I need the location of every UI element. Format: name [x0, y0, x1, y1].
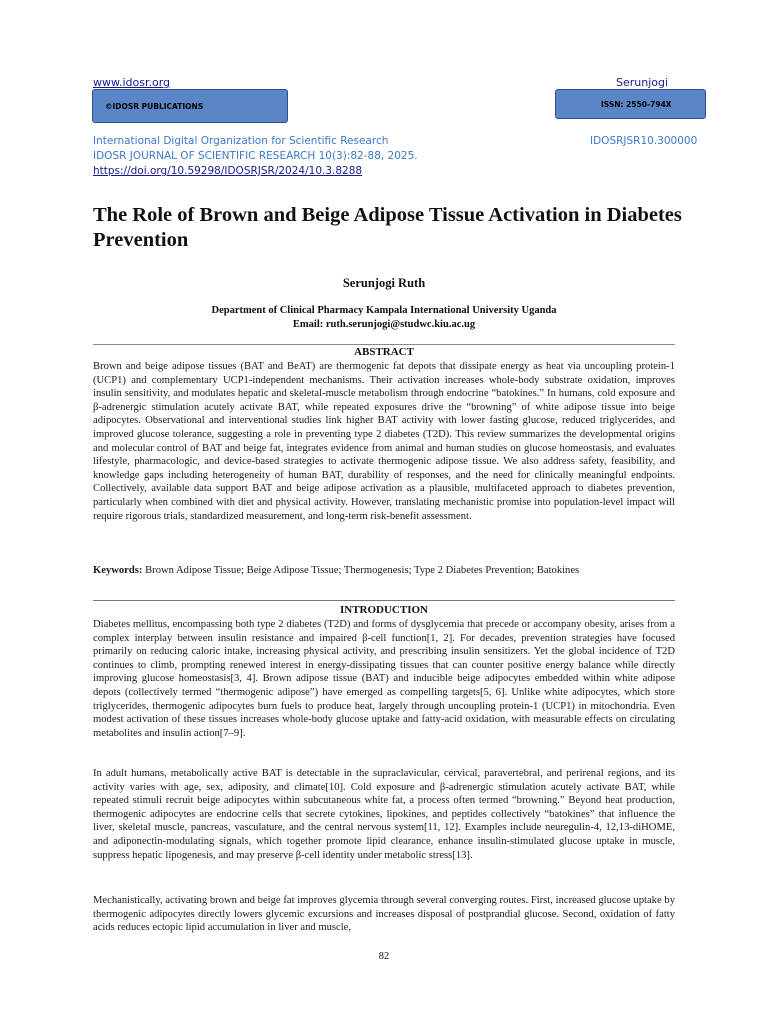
journal-citation: IDOSR JOURNAL OF SCIENTIFIC RESEARCH 10(3):82-88, 2025. — [93, 150, 418, 162]
introduction-heading: INTRODUCTION — [339, 604, 428, 616]
intro-paragraph-3: Mechanistically, activating brown and beige fat improves glycemia through several converging routes. First, increased glucose uptake by thermogenic adipocytes directly lowers glycemic excursions and increases disposal of postprandial glucose. Second, oxidation of fatty acids reduces ectopic lipid accumulation in liver and muscle, — [93, 895, 675, 934]
keywords-list: Brown Adipose Tissue; Beige Adipose Tissue; Thermogenesis; Type 2 Diabetes Prevention; Batokines — [145, 565, 580, 576]
org-name: International Digital Organization for Scientific Research — [93, 135, 389, 147]
article-id: IDOSRJSR10.300000 — [590, 135, 698, 147]
page-number: 82 — [378, 951, 390, 962]
abstract-top-rule — [93, 344, 675, 345]
keywords-label: Keywords: — [93, 565, 143, 576]
publisher-badge — [92, 89, 288, 123]
author-name: Serunjogi Ruth — [342, 276, 426, 290]
doi-link[interactable]: https://doi.org/10.59298/IDOSRJSR/2024/10.3.8288 — [93, 165, 363, 177]
intro-paragraph-1: Diabetes mellitus, encompassing both type 2 diabetes (T2D) and forms of dysglycemia that precede or accompany obesity, arises from a complex interplay between insulin resistance and impaired β-cell function[1, 2]. For decades, prevention strategies have focused primarily on reducing caloric intake, increasing physical activity, and prescribing insulin sensitizers. Yet the global incidence of T2D continues to climb, prompting renewed interest in energy-dissipating tissues that can counter positive energy balance while directly improving glucose homeostasis[3, 4]. Brown adipose tissue (BAT) and inducible beige adipocytes embedded within white adipose depots (collectively termed “thermogenic adipose”) have emerged as compelling targets[5, 6]. Unlike white adipocytes, which store triglycerides, thermogenic adipocytes burn fuels to produce heat, largely through uncoupling protein-1 (UCP1) in mitochondria. Even modest activation of these tissues increases whole-body glucose uptake and fatty-acid oxidation, with measurable effects on circulating metabolites and insulin action[7–9]. — [93, 619, 675, 739]
author-email: Email: ruth.serunjogi@studwc.kiu.ac.ug — [292, 319, 476, 330]
intro-paragraph-2: In adult humans, metabolically active BAT is detectable in the supraclavicular, cervical, paravertebral, and perirenal regions, and its activity varies with age, sex, adiposity, and climate[10]. Cold exposure and β-adrenergic stimulation acutely activate BAT, while repeated stimuli recruit beige adipocytes within subcutaneous white fat, a process often termed “browning.” Beyond heat production, thermogenic adipocytes are endocrine cells that secrete cytokines, lipokines, and peptides collectively “batokines” that influence the liver, skeletal muscle, pancreas, vasculature, and the central nervous system[11, 12]. Examples include neuregulin-4, 12,13-diHOME, and adiponectin-modulating signals, which together promote lipid clearance, enhance insulin-stimulated glucose uptake in muscle, suppress hepatic lipogenesis, and may preserve β-cell identity under metabolic stress[13]. — [93, 768, 675, 861]
site-link[interactable]: www.idosr.org — [93, 76, 171, 89]
issn-badge-label: ISSN: 2550-794X — [601, 99, 672, 109]
publisher-badge-label: ©IDOSR PUBLICATIONS — [105, 101, 204, 111]
issn-badge — [555, 89, 706, 119]
abstract-heading: ABSTRACT — [354, 346, 414, 358]
abstract-body: Brown and beige adipose tissues (BAT and BeAT) are thermogenic fat depots that dissipate energy as heat via uncoupling protein-1 (UCP1) and complementary UCP1-independent mechanisms. Their activation increases whole-body substrate oxidation, improves insulin sensitivity, and modulates hepatic and skeletal-muscle metabolism through endocrine “batokines.” In humans, cold exposure and β-adrenergic stimulation acutely activate BAT, while repeated exposures drive the “browning” of white adipose tissue into beige adipocytes. Observational and interventional studies link higher BAT activity with lower fasting glucose, reduced triglycerides, and improved glucose tolerance, suggesting a role in preventing type 2 diabetes (T2D). This review summarizes the developmental origins and molecular control of BAT and beige fat, integrates evidence from animal and human studies on glucose homeostasis, and evaluates lifestyle, pharmacologic, and device-based strategies to activate thermogenic adipose tissue. We also address safety, feasibility, and knowledge gaps including heterogeneity of human BAT, durability of responses, and the need for clinically meaningful endpoints. Collectively, available data support BAT and beige adipose activation as a plausible, multifaceted approach to diabetes prevention, particularly when combined with diet and physical activity. However, translating mechanistic promise into population-level impact will require rigorous trials, standardized measurement, and long-term risk-benefit assessment. — [93, 361, 675, 522]
intro-top-rule — [93, 600, 675, 601]
keywords — [93, 564, 675, 578]
author-affiliation: Department of Clinical Pharmacy Kampala International University Uganda — [211, 305, 557, 316]
running-author: Serunjogi — [616, 76, 669, 89]
article-title: The Role of Brown and Beige Adipose Tissue Activation in Diabetes Prevention — [93, 204, 682, 251]
